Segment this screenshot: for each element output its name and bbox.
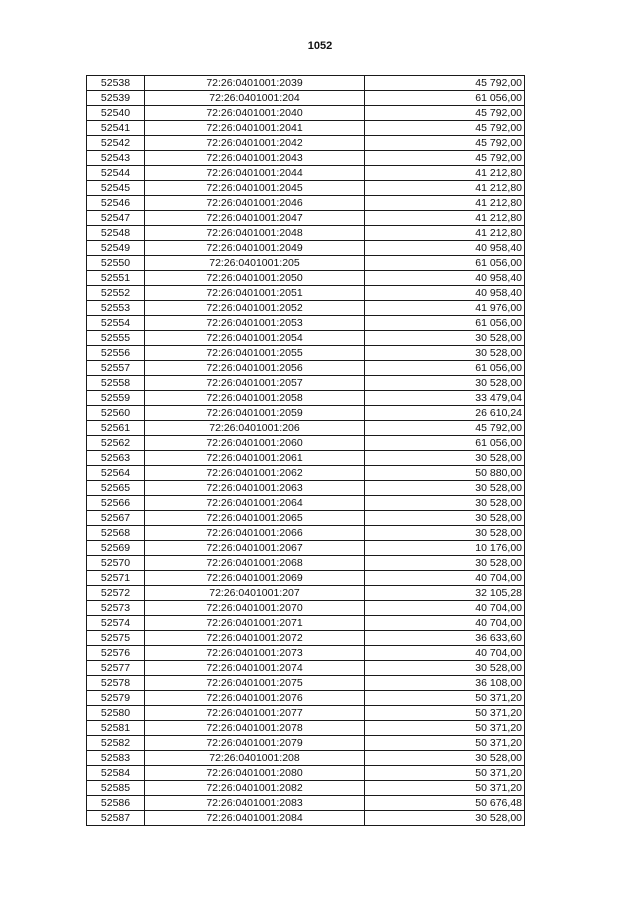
row-number-cell: 52559 — [87, 391, 145, 406]
row-number-cell: 52558 — [87, 376, 145, 391]
cadastral-number-cell: 72:26:0401001:2067 — [145, 541, 365, 556]
cadastral-number-cell: 72:26:0401001:2061 — [145, 451, 365, 466]
table-row — [87, 196, 525, 211]
row-number-cell: 52541 — [87, 121, 145, 136]
row-number-cell: 52574 — [87, 616, 145, 631]
cadastral-value-cell: 26 610,24 — [365, 406, 525, 421]
cadastral-number-cell: 72:26:0401001:2058 — [145, 391, 365, 406]
cadastral-number-cell: 72:26:0401001:2050 — [145, 271, 365, 286]
cadastral-number-cell: 72:26:0401001:2083 — [145, 796, 365, 811]
row-number-cell: 52575 — [87, 631, 145, 646]
cadastral-value-cell: 41 212,80 — [365, 226, 525, 241]
table-row — [87, 676, 525, 691]
cadastral-value-cell: 61 056,00 — [365, 436, 525, 451]
cadastral-value-cell: 50 676,48 — [365, 796, 525, 811]
cadastral-value-cell: 30 528,00 — [365, 451, 525, 466]
cadastral-value-cell: 30 528,00 — [365, 811, 525, 826]
cadastral-number-cell: 72:26:0401001:2048 — [145, 226, 365, 241]
cadastral-value-cell: 36 633,60 — [365, 631, 525, 646]
cadastral-value-cell: 32 105,28 — [365, 586, 525, 601]
table-row — [87, 406, 525, 421]
table-row — [87, 376, 525, 391]
row-number-cell: 52543 — [87, 151, 145, 166]
row-number-cell: 52540 — [87, 106, 145, 121]
row-number-cell: 52582 — [87, 736, 145, 751]
cadastral-number-cell: 72:26:0401001:2069 — [145, 571, 365, 586]
cadastral-number-cell: 72:26:0401001:2044 — [145, 166, 365, 181]
row-number-cell: 52557 — [87, 361, 145, 376]
table-row — [87, 391, 525, 406]
cadastral-number-cell: 72:26:0401001:2045 — [145, 181, 365, 196]
table-row — [87, 811, 525, 826]
table-row — [87, 151, 525, 166]
cadastral-number-cell: 72:26:0401001:2064 — [145, 496, 365, 511]
cadastral-number-cell: 72:26:0401001:2082 — [145, 781, 365, 796]
table-row — [87, 481, 525, 496]
cadastral-number-cell: 72:26:0401001:2041 — [145, 121, 365, 136]
row-number-cell: 52587 — [87, 811, 145, 826]
cadastral-number-cell: 72:26:0401001:2063 — [145, 481, 365, 496]
row-number-cell: 52547 — [87, 211, 145, 226]
cadastral-value-cell: 41 976,00 — [365, 301, 525, 316]
cadastral-value-cell: 10 176,00 — [365, 541, 525, 556]
row-number-cell: 52563 — [87, 451, 145, 466]
table-row — [87, 706, 525, 721]
cadastral-value-cell: 50 371,20 — [365, 736, 525, 751]
row-number-cell: 52552 — [87, 286, 145, 301]
table-row — [87, 166, 525, 181]
cadastral-value-cell: 30 528,00 — [365, 556, 525, 571]
row-number-cell: 52586 — [87, 796, 145, 811]
row-number-cell: 52570 — [87, 556, 145, 571]
table-row — [87, 541, 525, 556]
cadastral-number-cell: 72:26:0401001:2039 — [145, 76, 365, 91]
table-row — [87, 736, 525, 751]
table-row — [87, 586, 525, 601]
cadastral-number-cell: 72:26:0401001:2056 — [145, 361, 365, 376]
cadastral-value-cell: 45 792,00 — [365, 106, 525, 121]
cadastral-number-cell: 72:26:0401001:2042 — [145, 136, 365, 151]
cadastral-number-cell: 72:26:0401001:2073 — [145, 646, 365, 661]
table-row — [87, 106, 525, 121]
row-number-cell: 52572 — [87, 586, 145, 601]
cadastral-number-cell: 72:26:0401001:2052 — [145, 301, 365, 316]
cadastral-number-cell: 72:26:0401001:2076 — [145, 691, 365, 706]
cadastral-value-cell: 50 371,20 — [365, 691, 525, 706]
row-number-cell: 52580 — [87, 706, 145, 721]
table-row — [87, 466, 525, 481]
cadastral-value-cell: 45 792,00 — [365, 121, 525, 136]
cadastral-value-cell: 40 704,00 — [365, 616, 525, 631]
table-row — [87, 316, 525, 331]
cadastral-value-cell: 30 528,00 — [365, 511, 525, 526]
table-row — [87, 76, 525, 91]
row-number-cell: 52569 — [87, 541, 145, 556]
table-row — [87, 556, 525, 571]
row-number-cell: 52584 — [87, 766, 145, 781]
cadastral-number-cell: 72:26:0401001:2047 — [145, 211, 365, 226]
row-number-cell: 52548 — [87, 226, 145, 241]
cadastral-value-cell: 30 528,00 — [365, 346, 525, 361]
row-number-cell: 52553 — [87, 301, 145, 316]
table-row — [87, 526, 525, 541]
cadastral-value-cell: 30 528,00 — [365, 526, 525, 541]
row-number-cell: 52567 — [87, 511, 145, 526]
row-number-cell: 52544 — [87, 166, 145, 181]
table-row — [87, 601, 525, 616]
row-number-cell: 52538 — [87, 76, 145, 91]
table-row — [87, 361, 525, 376]
cadastral-number-cell: 72:26:0401001:2072 — [145, 631, 365, 646]
cadastral-value-cell: 40 704,00 — [365, 601, 525, 616]
table-row — [87, 616, 525, 631]
cadastral-number-cell: 72:26:0401001:2060 — [145, 436, 365, 451]
table-row — [87, 286, 525, 301]
cadastral-number-cell: 72:26:0401001:2071 — [145, 616, 365, 631]
cadastral-number-cell: 72:26:0401001:2077 — [145, 706, 365, 721]
cadastral-value-cell: 50 880,00 — [365, 466, 525, 481]
row-number-cell: 52561 — [87, 421, 145, 436]
row-number-cell: 52562 — [87, 436, 145, 451]
cadastral-number-cell: 72:26:0401001:2043 — [145, 151, 365, 166]
cadastral-value-cell: 61 056,00 — [365, 91, 525, 106]
cadastral-value-cell: 30 528,00 — [365, 751, 525, 766]
cadastral-number-cell: 72:26:0401001:207 — [145, 586, 365, 601]
table-row — [87, 796, 525, 811]
cadastral-number-cell: 72:26:0401001:206 — [145, 421, 365, 436]
cadastral-value-cell: 50 371,20 — [365, 721, 525, 736]
table-row — [87, 721, 525, 736]
cadastral-number-cell: 72:26:0401001:2046 — [145, 196, 365, 211]
row-number-cell: 52579 — [87, 691, 145, 706]
row-number-cell: 52571 — [87, 571, 145, 586]
table-row — [87, 241, 525, 256]
cadastral-value-cell: 41 212,80 — [365, 166, 525, 181]
table-row — [87, 451, 525, 466]
table-row — [87, 691, 525, 706]
row-number-cell: 52573 — [87, 601, 145, 616]
row-number-cell: 52539 — [87, 91, 145, 106]
cadastral-value-cell: 36 108,00 — [365, 676, 525, 691]
table-row — [87, 646, 525, 661]
cadastral-value-cell: 40 958,40 — [365, 286, 525, 301]
row-number-cell: 52551 — [87, 271, 145, 286]
row-number-cell: 52555 — [87, 331, 145, 346]
cadastral-value-cell: 61 056,00 — [365, 361, 525, 376]
table-row — [87, 751, 525, 766]
cadastral-number-cell: 72:26:0401001:204 — [145, 91, 365, 106]
row-number-cell: 52554 — [87, 316, 145, 331]
cadastral-number-cell: 72:26:0401001:2074 — [145, 661, 365, 676]
cadastral-number-cell: 72:26:0401001:208 — [145, 751, 365, 766]
cadastral-value-cell: 41 212,80 — [365, 211, 525, 226]
cadastral-number-cell: 72:26:0401001:2059 — [145, 406, 365, 421]
row-number-cell: 52564 — [87, 466, 145, 481]
table-row — [87, 301, 525, 316]
row-number-cell: 52560 — [87, 406, 145, 421]
cadastral-value-cell: 30 528,00 — [365, 661, 525, 676]
cadastral-value-cell: 40 958,40 — [365, 241, 525, 256]
cadastral-value-cell: 50 371,20 — [365, 766, 525, 781]
cadastral-number-cell: 72:26:0401001:205 — [145, 256, 365, 271]
cadastral-number-cell: 72:26:0401001:2054 — [145, 331, 365, 346]
cadastral-number-cell: 72:26:0401001:2080 — [145, 766, 365, 781]
cadastral-value-cell: 61 056,00 — [365, 256, 525, 271]
row-number-cell: 52583 — [87, 751, 145, 766]
cadastral-value-cell: 40 704,00 — [365, 646, 525, 661]
cadastral-value-cell: 33 479,04 — [365, 391, 525, 406]
table-row — [87, 91, 525, 106]
cadastral-value-table — [86, 75, 525, 826]
row-number-cell: 52542 — [87, 136, 145, 151]
row-number-cell: 52577 — [87, 661, 145, 676]
cadastral-number-cell: 72:26:0401001:2079 — [145, 736, 365, 751]
table-row — [87, 781, 525, 796]
cadastral-value-cell: 50 371,20 — [365, 781, 525, 796]
cadastral-value-cell: 61 056,00 — [365, 316, 525, 331]
cadastral-number-cell: 72:26:0401001:2051 — [145, 286, 365, 301]
cadastral-number-cell: 72:26:0401001:2084 — [145, 811, 365, 826]
cadastral-value-cell: 30 528,00 — [365, 496, 525, 511]
cadastral-number-cell: 72:26:0401001:2040 — [145, 106, 365, 121]
cadastral-number-cell: 72:26:0401001:2075 — [145, 676, 365, 691]
cadastral-value-cell: 40 704,00 — [365, 571, 525, 586]
row-number-cell: 52546 — [87, 196, 145, 211]
cadastral-number-cell: 72:26:0401001:2062 — [145, 466, 365, 481]
cadastral-value-cell: 30 528,00 — [365, 331, 525, 346]
row-number-cell: 52556 — [87, 346, 145, 361]
table-row — [87, 631, 525, 646]
table-row — [87, 271, 525, 286]
cadastral-value-cell: 45 792,00 — [365, 421, 525, 436]
cadastral-value-cell: 40 958,40 — [365, 271, 525, 286]
cadastral-value-cell: 45 792,00 — [365, 136, 525, 151]
row-number-cell: 52565 — [87, 481, 145, 496]
cadastral-value-cell: 30 528,00 — [365, 376, 525, 391]
table-row — [87, 181, 525, 196]
cadastral-value-cell: 45 792,00 — [365, 151, 525, 166]
table-row — [87, 436, 525, 451]
cadastral-value-cell: 50 371,20 — [365, 706, 525, 721]
table-row — [87, 421, 525, 436]
table-row — [87, 496, 525, 511]
table-body — [87, 76, 525, 826]
cadastral-value-cell: 30 528,00 — [365, 481, 525, 496]
table-row — [87, 766, 525, 781]
table-row — [87, 571, 525, 586]
table-row — [87, 256, 525, 271]
row-number-cell: 52568 — [87, 526, 145, 541]
table-row — [87, 331, 525, 346]
row-number-cell: 52578 — [87, 676, 145, 691]
cadastral-value-cell: 41 212,80 — [365, 181, 525, 196]
table-row — [87, 661, 525, 676]
row-number-cell: 52549 — [87, 241, 145, 256]
row-number-cell: 52581 — [87, 721, 145, 736]
cadastral-number-cell: 72:26:0401001:2055 — [145, 346, 365, 361]
row-number-cell: 52585 — [87, 781, 145, 796]
cadastral-number-cell: 72:26:0401001:2070 — [145, 601, 365, 616]
table-row — [87, 226, 525, 241]
table-row — [87, 511, 525, 526]
cadastral-number-cell: 72:26:0401001:2065 — [145, 511, 365, 526]
table-row — [87, 346, 525, 361]
cadastral-number-cell: 72:26:0401001:2057 — [145, 376, 365, 391]
row-number-cell: 52545 — [87, 181, 145, 196]
row-number-cell: 52550 — [87, 256, 145, 271]
row-number-cell: 52576 — [87, 646, 145, 661]
cadastral-number-cell: 72:26:0401001:2068 — [145, 556, 365, 571]
page-number: 1052 — [307, 40, 333, 52]
cadastral-number-cell: 72:26:0401001:2053 — [145, 316, 365, 331]
table-row — [87, 211, 525, 226]
cadastral-value-cell: 45 792,00 — [365, 76, 525, 91]
cadastral-number-cell: 72:26:0401001:2066 — [145, 526, 365, 541]
cadastral-value-cell: 41 212,80 — [365, 196, 525, 211]
table-row — [87, 136, 525, 151]
cadastral-number-cell: 72:26:0401001:2078 — [145, 721, 365, 736]
cadastral-number-cell: 72:26:0401001:2049 — [145, 241, 365, 256]
row-number-cell: 52566 — [87, 496, 145, 511]
table-row — [87, 121, 525, 136]
